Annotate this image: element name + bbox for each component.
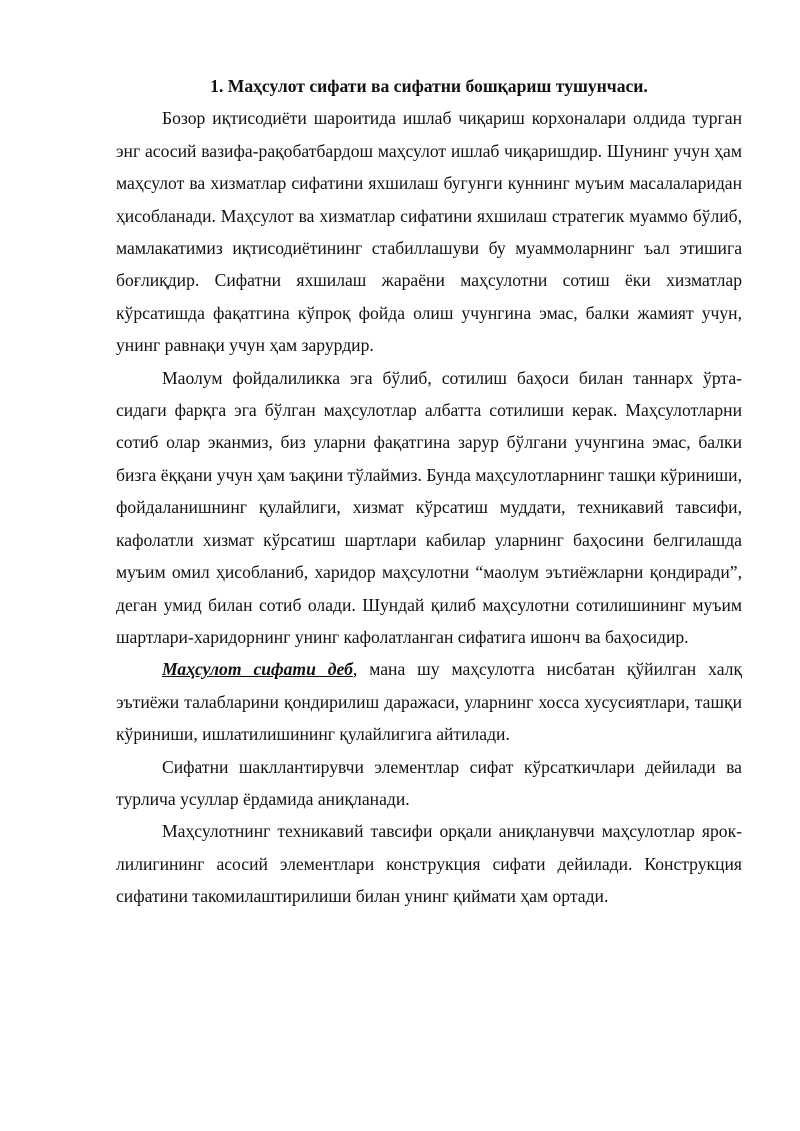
paragraph-4: Сифатни шакллантирувчи элементлар сифат кўрсаткичлари дейилади ва турлича усуллар ёрдамида аниқланади. bbox=[116, 756, 742, 809]
paragraph-3 bbox=[116, 653, 742, 750]
paragraph-5: Маҳсулотнинг техникавий тавсифи орқали аниқланувчи маҳсулотлар ярок-лилигининг асосий элементлари конструкция сифати дейилади. Конструкция сифатини такомилаштирилиши билан унинг қиймати ҳам ортади. bbox=[116, 821, 742, 907]
section-title: 1. Маҳсулот сифати ва сифатни бошқариш тушунчаси. bbox=[210, 76, 648, 96]
document-page bbox=[116, 70, 742, 913]
definition-term: Маҳсулот сифати деб bbox=[162, 659, 353, 680]
definition-text: , мана шу маҳсулотга нисбатан қўйилган халқ эътиёжи талабларини қондирилиш даражаси, уларнинг хосса хусусиятлари, ташқи кўриниши, ишлатилишининг қулайлигига айтилади. bbox=[116, 659, 742, 745]
paragraph-1: Бозор иқтисодиёти шароитида ишлаб чиқариш корхоналари олдида турган энг асосий вазифа-рақобатбардош маҳсулот ишлаб чиқаришдир. Шунинг учун ҳам маҳсулот ва хизматлар сифатини яхшилаш бугунги куннинг муъим масалаларидан ҳисобланади. Маҳсулот ва хизматлар сифатини яхшилаш стратегик муаммо бўлиб, мамлакатимиз иқтисодиётининг стабиллашуви бу муаммоларнинг ъал этишига боғлиқдир. Сифатни яхшилаш жараёни маҳсулотни сотиш ёки хизматлар кўрсатишда фақатгина кўпроқ фойда олиш учунгина эмас, балки жамият учун, унинг равнақи учун ҳам зарурдир. bbox=[116, 108, 742, 356]
paragraph-2: Маолум фойдалиликка эга бўлиб, сотилиш баҳоси билан таннарх ўрта-сидаги фарқга эга бўлган маҳсулотлар албатта сотилиши керак. Маҳсулотларни сотиб олар эканмиз, биз уларни фақатгина зарур бўлгани учунгина эмас, балки бизга ёққани учун ҳам ъақини тўлаймиз. Бунда маҳсулотларнинг ташқи кўриниши, фойдаланишнинг қулайлиги, хизмат кўрсатиш муддати, техникавий тавсифи, кафолатли хизмат кўрсатиш шартлари кабилар уларнинг баҳосини белгилашда муъим омил ҳисобланиб, харидор маҳсулотни “маолум эътиёжларни қондиради”, деган умид билан сотиб олади. Шундай қилиб маҳсулотни сотилишининг муъим шартлари-харидорнинг унинг кафолатланган сифатига ишонч ва баҳосидир. bbox=[116, 367, 742, 647]
